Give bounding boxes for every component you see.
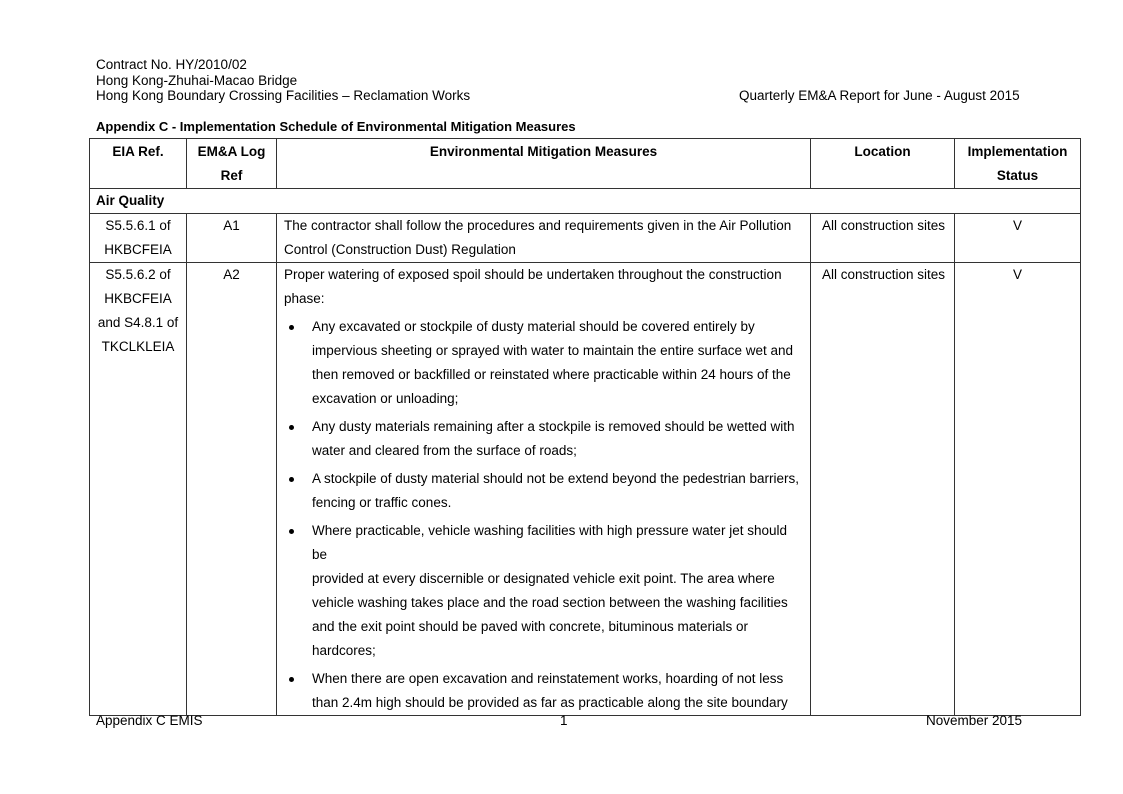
footer-label: Appendix C EMIS: [96, 713, 203, 728]
bullet-dot-icon: [289, 325, 294, 330]
table-row: [90, 214, 1081, 263]
measures-cell: The contractor shall follow the procedures and requirements given in the Air Pollution Control (Construction Dust) Regulation: [277, 214, 811, 263]
location-cell: All construction sites: [811, 214, 955, 263]
status-cell: V: [955, 214, 1081, 263]
mitigation-measures-table: [89, 138, 1081, 716]
list-item: When there are open excavation and reinstatement works, hoarding of not less than 2.4m high should be provided as far as practicable along the site boundary: [284, 667, 800, 715]
list-item: Any dusty materials remaining after a stockpile is removed should be wetted with water and cleared from the surface of roads;: [284, 415, 800, 463]
eia-ref-cell: S5.5.6.2 of HKBCFEIA and S4.8.1 of TKCLKLEIA: [90, 263, 187, 716]
col-header-location: Location: [811, 139, 955, 189]
list-item: Any excavated or stockpile of dusty material should be covered entirely by impervious sheeting or sprayed with water to maintain the entire surface wet and then removed or backfilled or reinstated where practicable within 24 hours of the excavation or unloading;: [284, 315, 800, 411]
category-label: Air Quality: [90, 189, 1081, 214]
page-number: 1: [560, 713, 568, 728]
report-title: Quarterly EM&A Report for June - August 2015: [739, 88, 1020, 103]
works-name: Hong Kong Boundary Crossing Facilities – Reclamation Works: [96, 88, 471, 103]
table-row: [90, 263, 1081, 716]
list-item: A stockpile of dusty material should not be extend beyond the pedestrian barriers, fencing or traffic cones.: [284, 467, 800, 515]
footer-date: November 2015: [926, 713, 1023, 728]
col-header-eia-ref: EIA Ref.: [90, 139, 187, 189]
contract-number: Contract No. HY/2010/02: [96, 57, 247, 72]
location-cell: All construction sites: [811, 263, 955, 716]
eia-ref-cell: S5.5.6.1 of HKBCFEIA: [90, 214, 187, 263]
col-header-log-ref: EM&A Log Ref: [187, 139, 277, 189]
bullet-dot-icon: [289, 529, 294, 534]
measure-bullet-list: [284, 315, 800, 715]
measures-cell: Proper watering of exposed spoil should be undertaken throughout the construction phase: Any excavated or stockpile of dusty material should be covered entirely by impervious sheeting or sprayed with water to maintain the entire surface wet and then removed or backfilled or reinstated where practicable within 24 hours of the excavation or unloading; Any dusty materials remaining after a stockpile is removed should be wetted with water and cleared from the surface of roads; A stockpile of dusty material should not be extend beyond the pedestrian barriers, fencing or traffic cones. Where practicable, vehicle washing facilities with high pressure water jet should be provided at every discernible or designated vehicle exit point. The area where vehicle washing takes place and the road section between the washing facilities and the exit point should be paved with concrete, bituminous materials or hardcores; When there are open excavation and reinstatement works, hoarding of not less than 2.4m high should be provided as far as practicable along the site boundary: [277, 263, 811, 716]
project-name: Hong Kong-Zhuhai-Macao Bridge: [96, 72, 298, 88]
log-ref-cell: A1: [187, 214, 277, 263]
bullet-dot-icon: [289, 677, 294, 682]
col-header-status: Implementation Status: [955, 139, 1081, 189]
bullet-dot-icon: [289, 425, 294, 430]
category-row: [90, 189, 1081, 214]
contract-header: [96, 57, 470, 104]
col-header-measures: Environmental Mitigation Measures: [277, 139, 811, 189]
table-header-row: [90, 139, 1081, 189]
list-item: Where practicable, vehicle washing facilities with high pressure water jet should be provided at every discernible or designated vehicle exit point. The area where vehicle washing takes place and the road section between the washing facilities and the exit point should be paved with concrete, bituminous materials or hardcores;: [284, 519, 800, 663]
bullet-dot-icon: [289, 477, 294, 482]
appendix-title: Appendix C - Implementation Schedule of Environmental Mitigation Measures: [96, 119, 576, 134]
log-ref-cell: A2: [187, 263, 277, 716]
status-cell: V: [955, 263, 1081, 716]
